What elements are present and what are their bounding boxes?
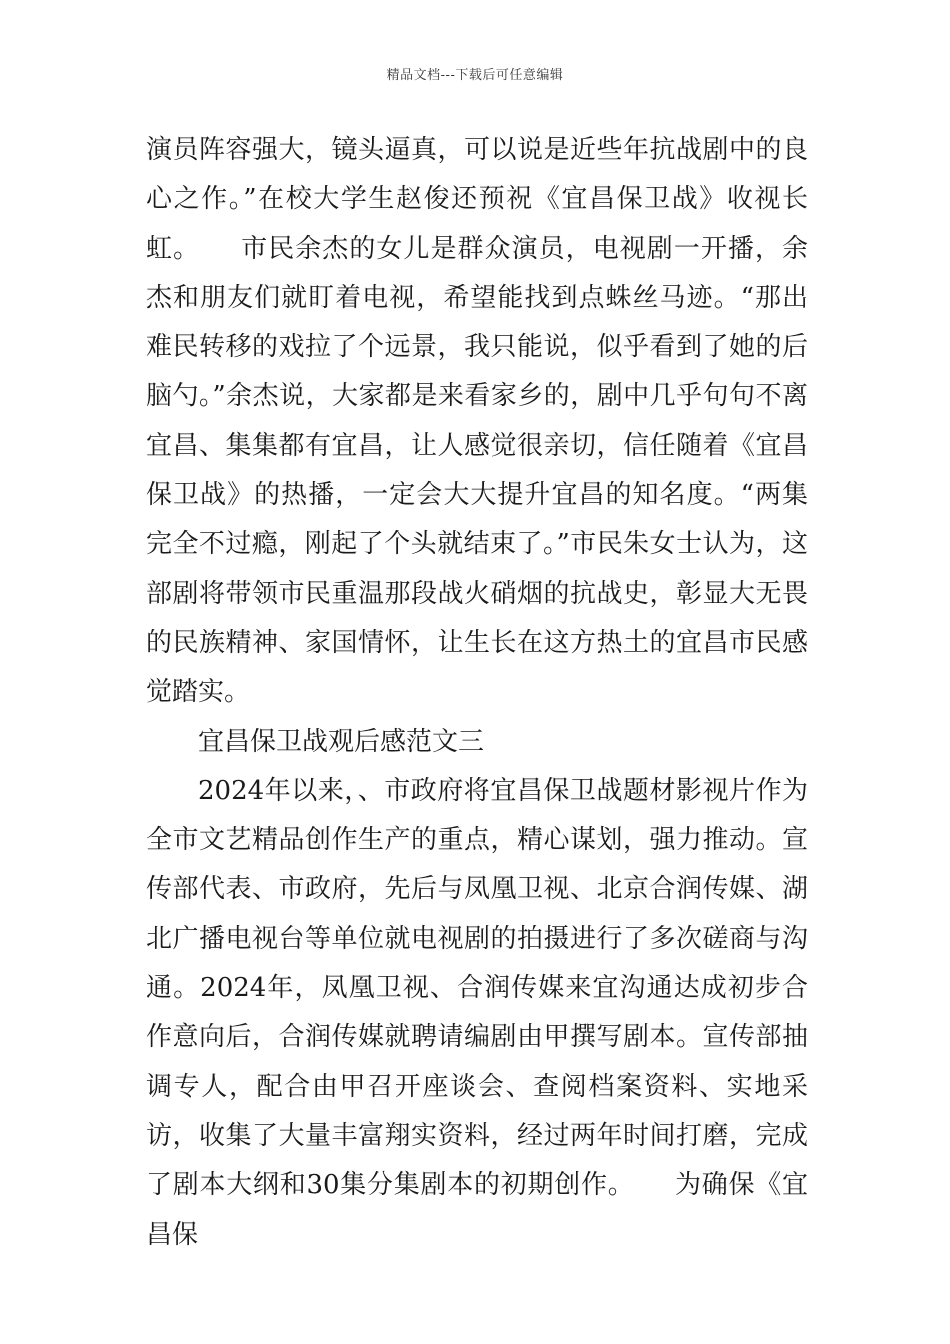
page-header: 精品文档---下载后可任意编辑 <box>386 68 564 83</box>
paragraph-2: 2024年以来，、市政府将宜昌保卫战题材影视片作为全市文艺精品创作生产的重点，精心谋划，强力推动。宣传部代表、市政府，先后与凤凰卫视、北京合润传媒、湖北广播电视台等单位就电视剧的拍摄进行了多次磋商与沟通。2024年，凤凰卫视、合润传媒来宜沟通达成初步合作意向后，合润传媒就聘请编剧由甲撰写剧本。宣传部抽调专人，配合由甲召开座谈会、查阅档案资料、实地采访，收集了大量丰富翔实资料，经过两年时间打磨，完成了剧本大纲和30集分集剧本的初期创作。 为确保《宜昌保 <box>146 775 808 1250</box>
section-heading: 宜昌保卫战观后感范文三 <box>198 726 485 757</box>
paragraph-1: 演员阵容强大，镜头逼真，可以说是近些年抗战剧中的良心之作。”在校大学生赵俊还预祝《宜昌保卫战》收视长虹。 市民余杰的女儿是群众演员，电视剧一开播，余杰和朋友们就盯着电视，希望能找到点蛛丝马迹。“那出难民转移的戏拉了个远景，我只能说，似乎看到了她的后脑勺。”余杰说，大家都是来看家乡的，剧中几乎句句不离宜昌、集集都有宜昌，让人感觉很亲切，信任随着《宜昌保卫战》的热播，一定会大大提升宜昌的知名度。“两集完全不过瘾，刚起了个头就结束了。”市民朱女士认为，这部剧将带领市民重温那段战火硝烟的抗战史，彰显大无畏的民族精神、家国情怀，让生长在这方热土的宜昌市民感觉踏实。 <box>146 135 808 708</box>
document-body <box>146 126 808 1260</box>
